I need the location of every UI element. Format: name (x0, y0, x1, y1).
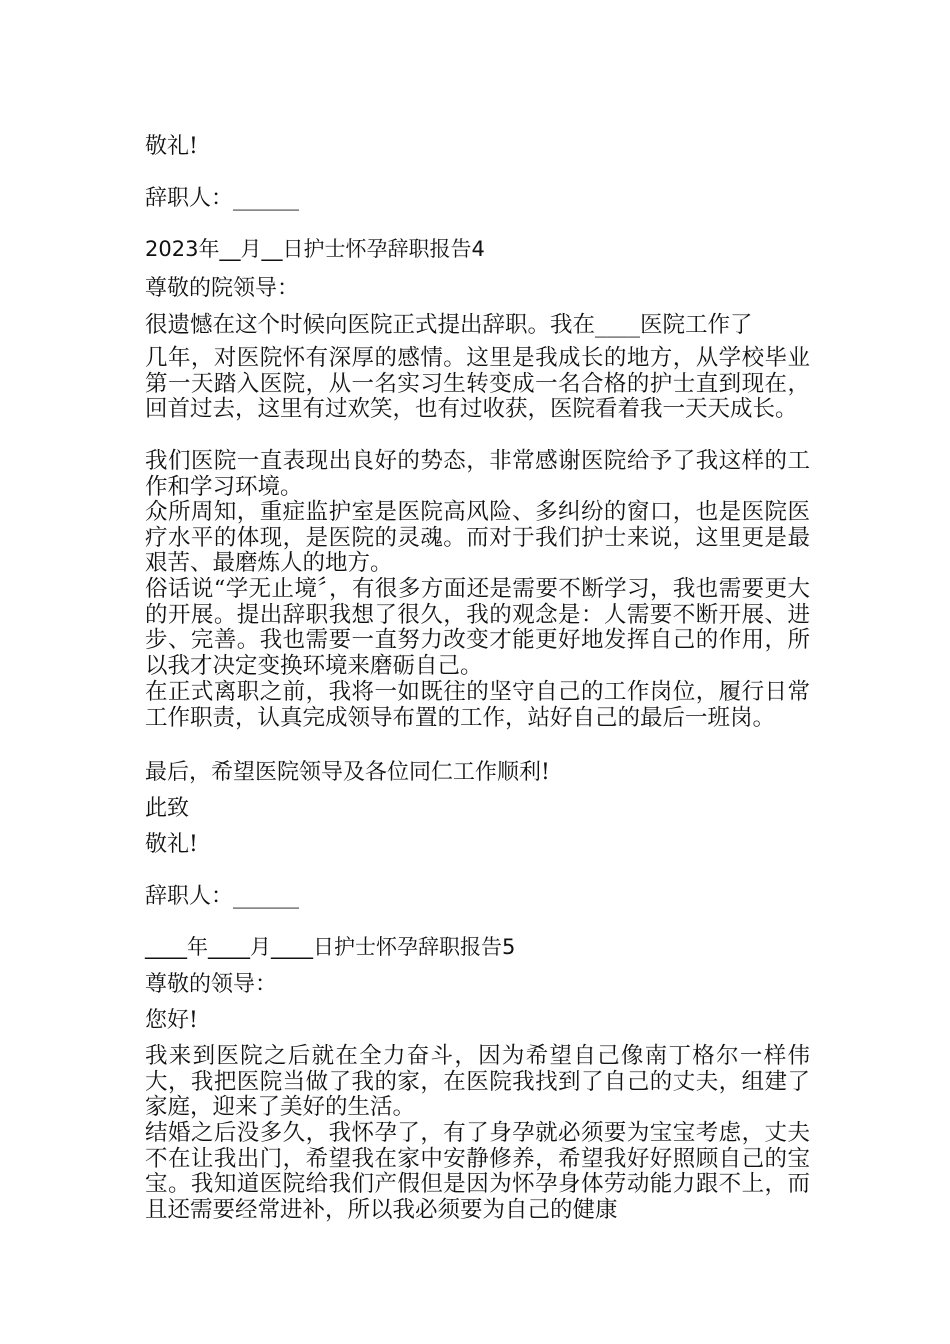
paragraph-4-first-line: 很遗憾在这个时候向医院正式提出辞职。我在____医院工作了 (145, 312, 753, 338)
closing-wish-4: 最后，希望医院领导及各位同仁工作顺利! (145, 760, 550, 785)
greeting-4: 尊敬的院领导： (145, 276, 300, 301)
signer-line-4: 辞职人：______ (145, 884, 300, 909)
signer-line: 辞职人：______ (145, 186, 300, 211)
salutation-text: 敬礼! (145, 134, 198, 159)
paragraph-4-icu: 众所周知，重症监护室是医院高风险、多纠纷的窗口，也是医院医疗水平的体现，是医院的灵魂。而对于我们护士来说，这里更是最艰苦、最磨炼人的地方。 (145, 499, 810, 577)
paragraph-4-duty: 在正式离职之前，我将一如既往的坚守自己的工作岗位，履行日常工作职责，认真完成领导布置的工作，站好自己的最后一班岗。 (145, 679, 810, 731)
greeting-5: 尊敬的领导： (145, 972, 278, 997)
paragraph-4-body: 几年，对医院怀有深厚的感情。这里是我成长的地方，从学校毕业第一天踏入医院，从一名实习生转变成一名合格的护士直到现在，回首过去，这里有过欢笑，也有过收获，医院看着我一天天成长。 (145, 345, 810, 423)
paragraph-5-body: 我来到医院之后就在全力奋斗，因为希望自己像南丁格尔一样伟大，我把医院当做了我的家，在医院我找到了自己的丈夫，组建了家庭，迎来了美好的生活。 (145, 1043, 810, 1121)
paragraph-4-environment: 我们医院一直表现出良好的势态，非常感谢医院给予了我这样的工作和学习环境。 (145, 448, 810, 500)
cizhi-text-4: 此致 (145, 796, 190, 821)
paragraph-5-pregnancy: 结婚之后没多久，我怀孕了，有了身孕就必须要为宝宝考虑，丈夫不在让我出门，希望我在家中安静修养，希望我好好照顾自己的宝宝。我知道医院给我们产假但是因为怀孕身体劳动能力跟不上，而且还需要经常进补，所以我必须要为自己的健康 (145, 1120, 810, 1224)
hello-5: 您好! (145, 1008, 198, 1033)
salutation-text-4: 敬礼! (145, 832, 198, 857)
report-title-5: ____年____月____日护士怀孕辞职报告5 (145, 935, 516, 959)
paragraph-4-learning: 俗话说“学无止境〞，有很多方面还是需要不断学习，我也需要更大的开展。提出辞职我想了很久，我的观念是：人需要不断开展、进步、完善。我也需要一直努力改变才能更好地发挥自己的作用，所以我才决定变换环境来磨砺自己。 (145, 576, 810, 680)
report-title-4: 2023年__月__日护士怀孕辞职报告4 (145, 237, 485, 261)
